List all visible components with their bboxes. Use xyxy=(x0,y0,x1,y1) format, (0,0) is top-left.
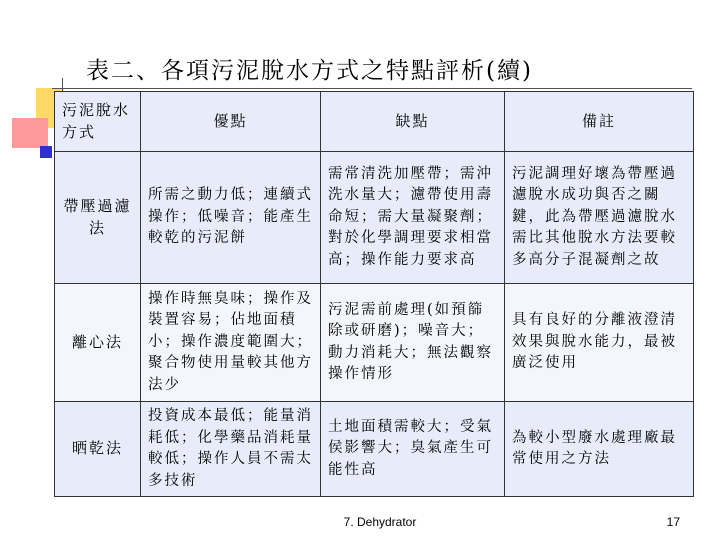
row-remarks: 具有良好的分離液澄清效果與脫水能力，最被廣泛使用 xyxy=(505,284,694,402)
table-row xyxy=(55,152,694,284)
row-advantages: 所需之動力低；連續式操作；低噪音；能產生較乾的污泥餅 xyxy=(141,152,321,284)
header-method: 污泥脫水方式 xyxy=(55,92,141,152)
page-number: 17 xyxy=(666,515,680,529)
row-method: 晒乾法 xyxy=(55,402,141,497)
header-remarks: 備註 xyxy=(505,92,694,152)
row-disadvantages: 土地面積需較大；受氣侯影響大；臭氣產生可能性高 xyxy=(321,402,505,497)
table-header-row xyxy=(55,92,694,152)
footer-section-label: 7. Dehydrator xyxy=(343,515,417,529)
header-disadvantages: 缺點 xyxy=(321,92,505,152)
slide-title: 表二、各項污泥脫水方式之特點評析(續) xyxy=(86,58,533,84)
decorative-horizontal-line xyxy=(52,88,692,89)
decorative-blue-square xyxy=(40,146,52,158)
row-method: 離心法 xyxy=(55,284,141,402)
row-remarks: 污泥調理好壞為帶壓過濾脫水成功與否之關鍵，此為帶壓過濾脫水需比其他脫水方法要較多高分子混凝劑之故 xyxy=(505,152,694,284)
row-disadvantages: 污泥需前處理(如預篩除或研磨)；噪音大；動力消耗大；無法觀察操作情形 xyxy=(321,284,505,402)
decorative-red-square xyxy=(12,118,48,148)
table-row xyxy=(55,284,694,402)
row-disadvantages: 需常清洗加壓帶；需沖洗水量大；濾帶使用壽命短；需大量凝聚劑；對於化學調理要求相當高；操作能力要求高 xyxy=(321,152,505,284)
header-advantages: 優點 xyxy=(141,92,321,152)
comparison-table xyxy=(54,91,694,497)
table-row xyxy=(55,402,694,497)
row-method: 帶壓過濾法 xyxy=(55,152,141,284)
row-advantages: 操作時無臭味；操作及裝置容易；佔地面積小；操作濃度範圍大；聚合物使用量較其他方法少 xyxy=(141,284,321,402)
row-remarks: 為較小型廢水處理廠最常使用之方法 xyxy=(505,402,694,497)
row-advantages: 投資成本最低；能量消耗低；化學藥品消耗量較低；操作人員不需太多技術 xyxy=(141,402,321,497)
